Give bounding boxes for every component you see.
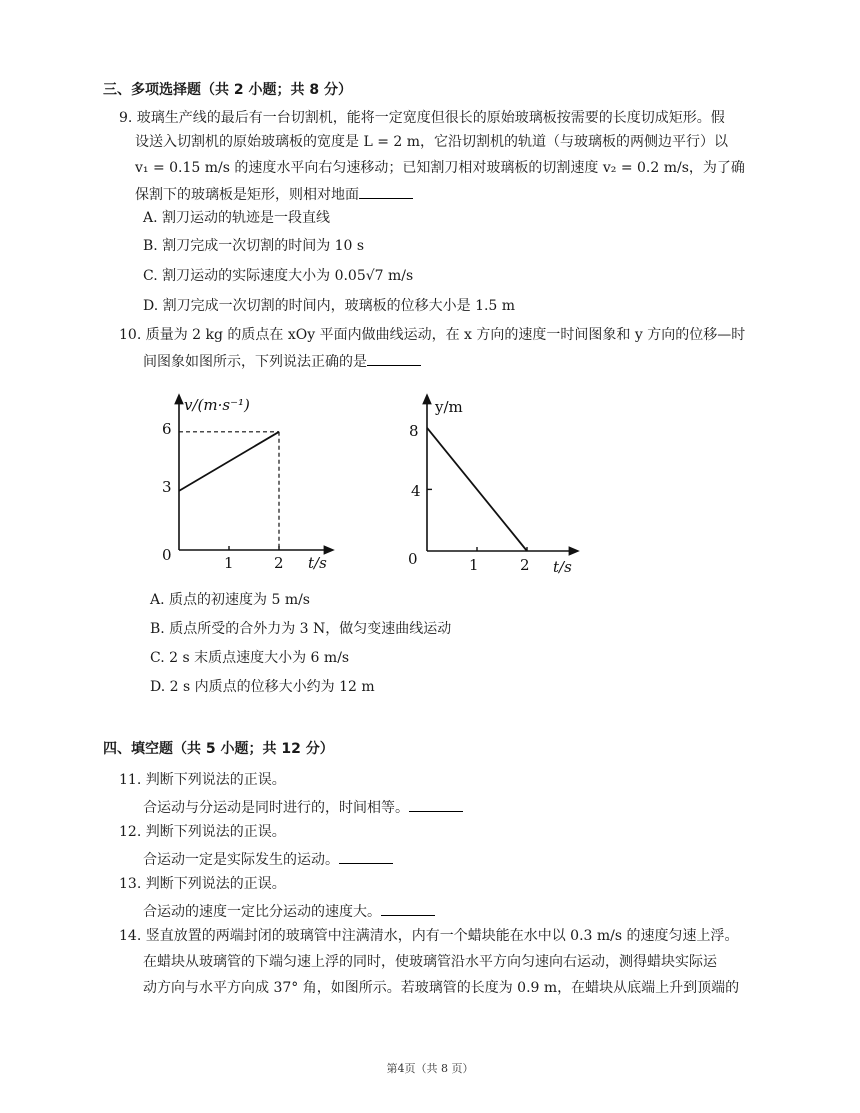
q10-answer-blank <box>367 351 421 366</box>
q9-option-c: C. 割刀运动的实际速度大小为 0.05√7 m/s <box>143 268 414 284</box>
q9-line3: v₁ = 0.15 m/s 的速度水平向右匀速移动；已知割刀相对玻璃板的切割速度 v₂ = 0.2 m/s，为了确 <box>135 160 745 176</box>
q9-line2: 设送入切割机的原始玻璃板的宽度是 L = 2 m，它沿切割机的轨道（与玻璃板的两侧边平行）以 <box>135 134 729 150</box>
v-xaxis-label: t/s <box>308 554 327 572</box>
q12-line2: 合运动一定是实际发生的运动。 <box>143 852 339 868</box>
q9-line1: 9. 玻璃生产线的最后有一台切割机，能将一定宽度但很长的原始玻璃板按需要的长度切成矩形。假 <box>119 110 725 126</box>
q10-option-d: D. 2 s 内质点的位移大小约为 12 m <box>150 679 375 695</box>
v-xtick-1: 1 <box>224 554 234 572</box>
y-xtick-2: 2 <box>520 556 530 574</box>
y-series-line <box>427 428 527 551</box>
q14-line3: 动方向与水平方向成 37° 角，如图所示。若玻璃管的长度为 0.9 m，在蜡块从底端上升到顶端的 <box>143 980 740 996</box>
q12-line2-wrap <box>143 849 393 870</box>
section4-heading: 四、填空题（共 5 小题；共 12 分） <box>103 741 334 757</box>
section3-heading: 三、多项选择题（共 2 小题；共 8 分） <box>103 82 352 98</box>
y-ytick-8: 8 <box>409 422 419 440</box>
q10-option-a: A. 质点的初速度为 5 m/s <box>150 592 310 608</box>
q14-line2: 在蜡块从玻璃管的下端匀速上浮的同时，使玻璃管沿水平方向匀速向右运动，测得蜡块实际运 <box>143 954 717 970</box>
y-axis-label: y/m <box>435 398 463 416</box>
v-axis-label: v/(m·s⁻¹) <box>184 396 250 414</box>
q13-line1: 13. 判断下列说法的正误。 <box>119 876 286 892</box>
v-series-line <box>179 432 279 491</box>
q9-answer-blank <box>359 184 413 199</box>
q10-line2: 间图象如图所示，下列说法正确的是 <box>143 354 367 370</box>
q11-line2: 合运动与分运动是同时进行的，时间相等。 <box>143 800 409 816</box>
q14-line1: 14. 竖直放置的两端封闭的玻璃管中注满清水，内有一个蜡块能在水中以 0.3 m/s 的速度匀速上浮。 <box>119 928 739 944</box>
q13-line2-wrap <box>143 901 435 922</box>
q11-line2-wrap <box>143 797 463 818</box>
q10-option-c: C. 2 s 末质点速度大小为 6 m/s <box>150 650 350 666</box>
q10-line1: 10. 质量为 2 kg 的质点在 xOy 平面内做曲线运动，在 x 方向的速度一时间图象和 y 方向的位移—时 <box>119 327 746 343</box>
q11-answer-blank <box>409 797 463 812</box>
q10-option-b: B. 质点所受的合外力为 3 N，做匀变速曲线运动 <box>150 621 452 637</box>
q10-line2-wrap <box>143 351 421 372</box>
y-xaxis-label: t/s <box>553 558 572 576</box>
q12-answer-blank <box>339 849 393 864</box>
q9-line4: 保割下的玻璃板是矩形，则相对地面 <box>135 187 359 203</box>
v-origin-label: 0 <box>162 546 172 564</box>
page-footer: 第4页（共 8 页） <box>386 1062 474 1075</box>
position-time-graph <box>395 390 585 580</box>
q9-line4-wrap <box>135 184 413 205</box>
y-ytick-4: 4 <box>411 482 421 500</box>
q9-option-d: D. 割刀完成一次切割的时间内，玻璃板的位移大小是 1.5 m <box>143 298 516 314</box>
velocity-time-graph <box>150 390 340 580</box>
q13-line2: 合运动的速度一定比分运动的速度大。 <box>143 904 381 920</box>
q9-option-b: B. 割刀完成一次切割的时间为 10 s <box>143 238 365 254</box>
q13-answer-blank <box>381 901 435 916</box>
y-origin-label: 0 <box>408 550 418 568</box>
y-xtick-1: 1 <box>469 556 479 574</box>
q12-line1: 12. 判断下列说法的正误。 <box>119 824 286 840</box>
q11-line1: 11. 判断下列说法的正误。 <box>119 772 286 788</box>
q9-option-a: A. 割刀运动的轨迹是一段直线 <box>143 210 331 226</box>
v-xtick-2: 2 <box>274 554 284 572</box>
v-ytick-3: 3 <box>162 478 172 496</box>
v-ytick-6: 6 <box>162 420 172 438</box>
